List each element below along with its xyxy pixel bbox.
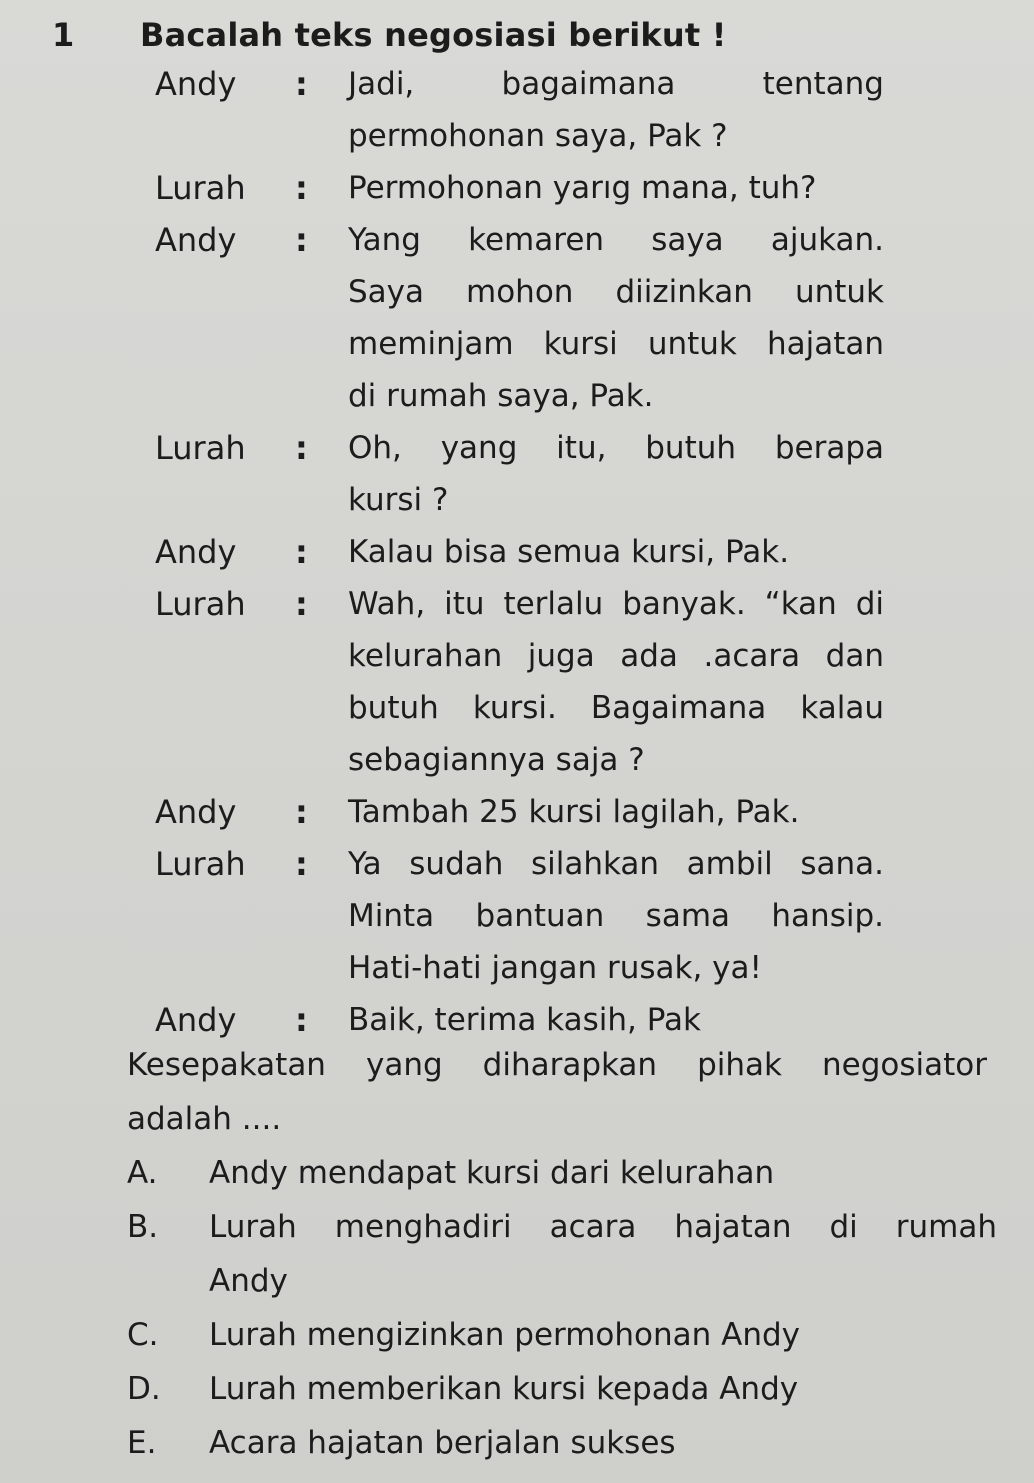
option-a[interactable] bbox=[127, 1146, 997, 1200]
speaker-colon: : bbox=[295, 585, 308, 623]
speaker-name: Andy bbox=[155, 1001, 237, 1039]
option-d[interactable] bbox=[127, 1362, 997, 1416]
option-text: Lurah menghadiri acara hajatan di rumah bbox=[209, 1209, 997, 1245]
dialog-turn bbox=[0, 162, 1034, 214]
dialog-line: di rumah saya, Pak. bbox=[348, 378, 654, 414]
option-c[interactable] bbox=[127, 1308, 997, 1362]
dialog-line: Baik, terima kasih, Pak bbox=[348, 1002, 701, 1038]
dialog-line: sebagiannya saja ? bbox=[348, 742, 645, 778]
speaker-name: Lurah bbox=[155, 585, 246, 623]
speaker-colon: : bbox=[295, 429, 308, 467]
option-letter: B. bbox=[127, 1209, 159, 1245]
dialog-line: butuh kursi. Bagaimana kalau bbox=[348, 690, 884, 726]
option-text: Lurah mengizinkan permohonan Andy bbox=[209, 1317, 801, 1353]
speaker-colon: : bbox=[295, 169, 308, 207]
option-text: Lurah memberikan kursi kepada Andy bbox=[209, 1371, 799, 1407]
dialog-line: meminjam kursi untuk hajatan bbox=[348, 326, 884, 362]
speaker-name: Andy bbox=[155, 533, 237, 571]
prompt-line: Kesepakatan yang diharapkan pihak negosiator bbox=[127, 1047, 987, 1083]
option-letter: C. bbox=[127, 1317, 159, 1353]
option-letter: D. bbox=[127, 1371, 161, 1407]
option-text: Andy mendapat kursi dari kelurahan bbox=[209, 1155, 775, 1191]
dialog-line: permohonan saya, Pak ? bbox=[348, 118, 728, 154]
speaker-name: Lurah bbox=[155, 429, 246, 467]
option-e[interactable] bbox=[127, 1416, 997, 1470]
negotiation-dialog bbox=[0, 58, 1034, 1046]
speaker-colon: : bbox=[295, 1001, 308, 1039]
dialog-turn bbox=[0, 214, 1034, 422]
speaker-name: Andy bbox=[155, 221, 237, 259]
option-b[interactable] bbox=[127, 1200, 997, 1308]
speaker-name: Lurah bbox=[155, 169, 246, 207]
dialog-line: Saya mohon diizinkan untuk bbox=[348, 274, 884, 310]
dialog-turn bbox=[0, 58, 1034, 162]
question-prompt bbox=[127, 1038, 987, 1146]
speaker-colon: : bbox=[295, 793, 308, 831]
question-number: 1 bbox=[52, 16, 75, 54]
option-letter: E. bbox=[127, 1425, 157, 1461]
speaker-name: Lurah bbox=[155, 845, 246, 883]
dialog-line: Wah, itu terlalu banyak. “kan di bbox=[348, 586, 884, 622]
speaker-name: Andy bbox=[155, 793, 237, 831]
option-text: Acara hajatan berjalan sukses bbox=[209, 1425, 676, 1461]
dialog-line: kursi ? bbox=[348, 482, 449, 518]
dialog-turn bbox=[0, 578, 1034, 786]
dialog-turn bbox=[0, 526, 1034, 578]
dialog-line: Yang kemaren saya ajukan. bbox=[348, 222, 884, 258]
dialog-line: kelurahan juga ada .acara dan bbox=[348, 638, 884, 674]
dialog-line: Minta bantuan sama hansip. bbox=[348, 898, 884, 934]
dialog-line: Kalau bisa semua kursi, Pak. bbox=[348, 534, 790, 570]
dialog-turn bbox=[0, 786, 1034, 838]
dialog-line: Permohonan yarıg mana, tuh? bbox=[348, 170, 817, 206]
instruction-text: Bacalah teks negosiasi berikut ! bbox=[140, 16, 727, 54]
speaker-colon: : bbox=[295, 221, 308, 259]
speaker-colon: : bbox=[295, 845, 308, 883]
dialog-turn bbox=[0, 422, 1034, 526]
speaker-name: Andy bbox=[155, 65, 237, 103]
option-letter: A. bbox=[127, 1155, 158, 1191]
dialog-line: Hati-hati jangan rusak, ya! bbox=[348, 950, 762, 986]
dialog-line: Oh, yang itu, butuh berapa bbox=[348, 430, 884, 466]
prompt-line: adalah .... bbox=[127, 1101, 282, 1137]
dialog-line: Ya sudah silahkan ambil sana. bbox=[348, 846, 884, 882]
speaker-colon: : bbox=[295, 65, 308, 103]
dialog-line: Tambah 25 kursi lagilah, Pak. bbox=[348, 794, 800, 830]
dialog-turn bbox=[0, 838, 1034, 994]
option-text: Andy bbox=[209, 1263, 288, 1299]
answer-options bbox=[127, 1146, 997, 1470]
speaker-colon: : bbox=[295, 533, 308, 571]
dialog-line: Jadi, bagaimana tentang bbox=[348, 66, 884, 102]
